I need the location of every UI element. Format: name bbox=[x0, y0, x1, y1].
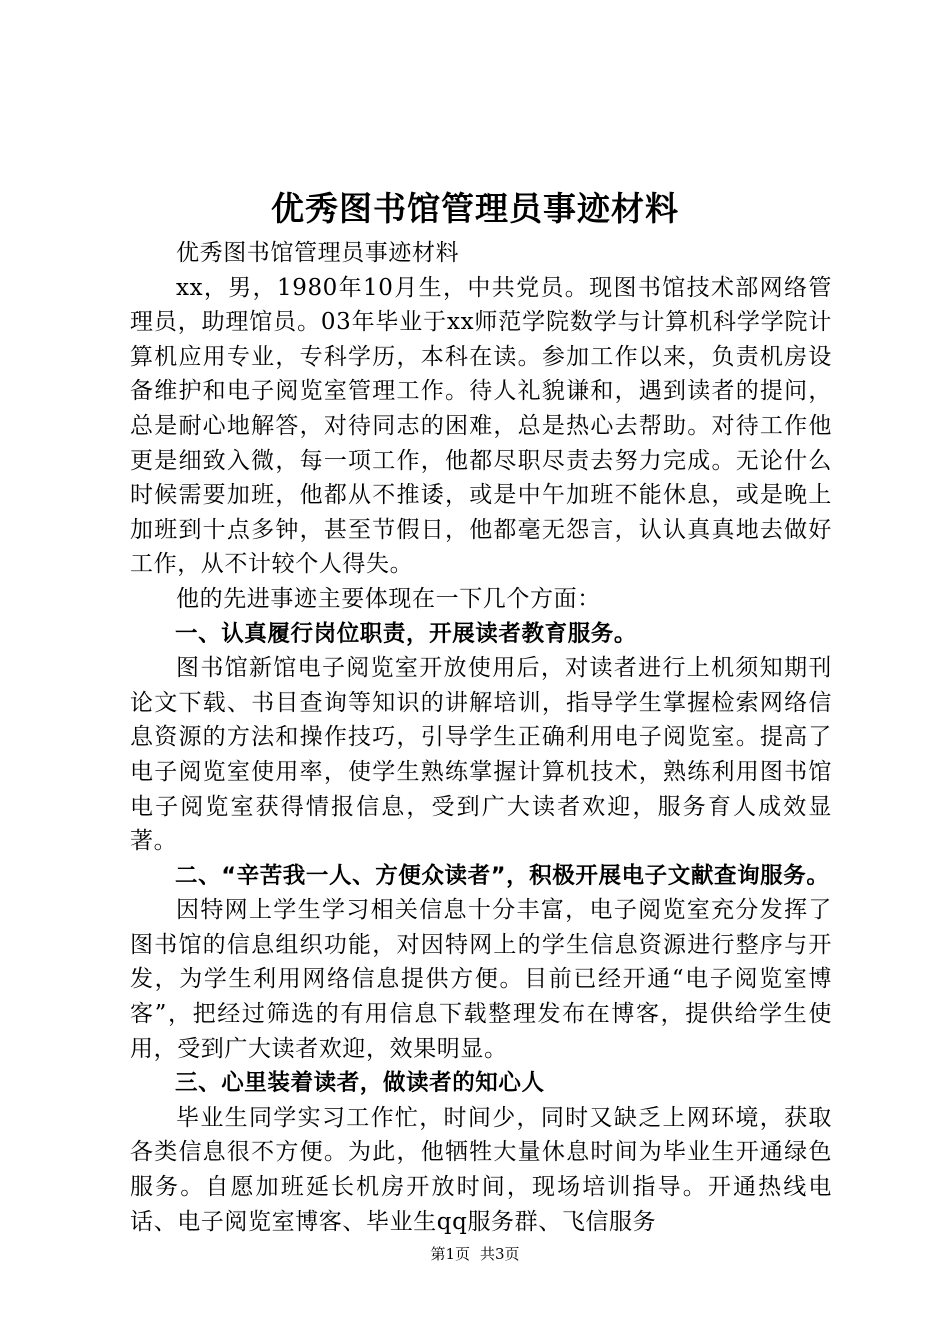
paragraph-summary: 他的先进事迹主要体现在一下几个方面： bbox=[176, 585, 601, 612]
page-footer bbox=[0, 1244, 950, 1264]
paragraph-section-1: 图书馆新馆电子阅览室开放使用后，对读者进行上机须知期刊论文下载、书目查询等知识的讲解培训，指导学生掌握检索网络信息资源的方法和操作技巧，引导学生正确利用电子阅览室。提高了电子阅览室使用率，使学生熟练掌握计算机技术，熟练利用图书馆电子阅览室获得情报信息，受到广大读者欢迎，服务育人成效显著。 bbox=[130, 655, 832, 855]
paragraph-intro: xx，男，1980年10月生，中共党员。现图书馆技术部网络管理员，助理馆员。03年毕业于xx师范学院数学与计算机科学学院计算机应用专业，专科学历，本科在读。参加工作以来，负责机房设备维护和电子阅览室管理工作。待人礼貌谦和，遇到读者的提问，总是耐心地解答，对待同志的困难，总是热心去帮助。对待工作他更是细致入微，每一项工作，他都尽职尽责去努力完成。无论什么时候需要加班，他都从不推诿，或是中午加班不能休息，或是晚上加班到十点多钟，甚至节假日，他都毫无怨言，认认真真地去做好工作，从不计较个人得失。 bbox=[130, 274, 832, 578]
paragraph-subtitle: 优秀图书馆管理员事迹材料 bbox=[176, 240, 460, 266]
page-total: 共3页 bbox=[480, 1245, 520, 1263]
paragraph-section-2: 因特网上学生学习相关信息十分丰富，电子阅览室充分发挥了图书馆的信息组织功能，对因特网上的学生信息资源进行整序与开发，为学生利用网络信息提供方便。目前已经开通“电子阅览室博客”，把经过筛选的有用信息下载整理发布在博客，提供给学生使用，受到广大读者欢迎，效果明显。 bbox=[130, 897, 832, 1062]
section-heading-2: 二、“辛苦我一人、方便众读者”，积极开展电子文献查询服务。 bbox=[175, 862, 830, 889]
section-heading-3: 三、心里装着读者，做读者的知心人 bbox=[175, 1070, 545, 1097]
paragraph-section-3: 毕业生同学实习工作忙，时间少，同时又缺乏上网环境，获取各类信息很不方便。为此，他牺牲大量休息时间为毕业生开通绿色服务。自愿加班延长机房开放时间，现场培训指导。开通热线电话、电子阅览室博客、毕业生qq服务群、飞信服务 bbox=[130, 1104, 832, 1235]
document-body bbox=[130, 236, 832, 1239]
document-title: 优秀图书馆管理员事迹材料 bbox=[271, 189, 679, 228]
section-heading-1: 一、认真履行岗位职责，开展读者教育服务。 bbox=[175, 620, 638, 647]
page-number: 第1页 bbox=[430, 1245, 470, 1263]
